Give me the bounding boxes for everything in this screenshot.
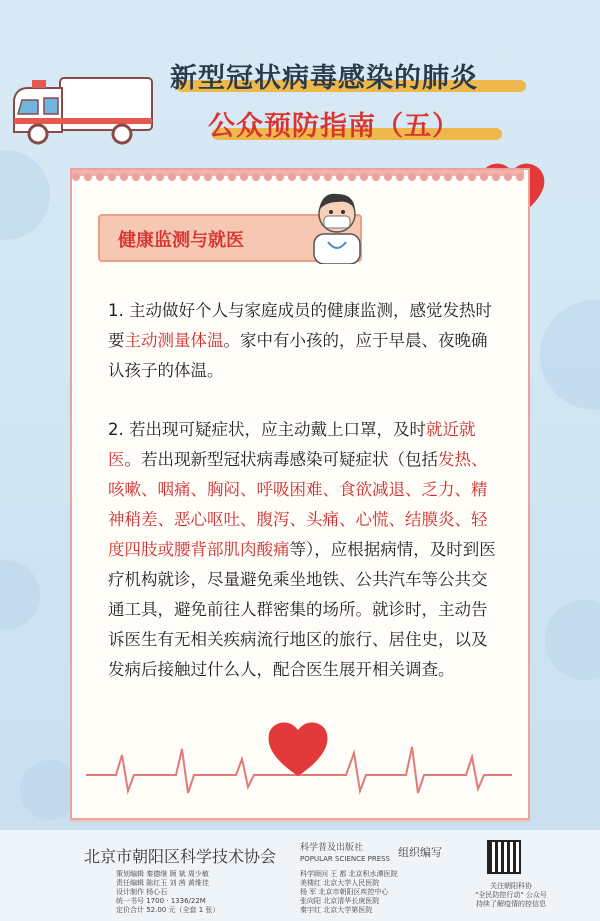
doctor-avatar-icon bbox=[302, 184, 372, 264]
highlight-measure-temperature: 主动测量体温 bbox=[124, 331, 224, 350]
qr-caption-line: 关注朝阳科协 bbox=[490, 882, 532, 890]
credits-right bbox=[300, 870, 398, 915]
paragraph-2-text-b: 。若出现新型冠状病毒感染可疑症状（包括 bbox=[124, 450, 438, 469]
credit-line: 秦宇红 北京大学第医院 bbox=[300, 906, 373, 914]
compiled-by: 组织编写 bbox=[398, 846, 442, 859]
paragraph-1-text-b: 。家中有小孩的，应于早晨、夜晚确认孩子的体温。 bbox=[108, 331, 488, 380]
credits-left bbox=[116, 870, 219, 915]
credit-line: 定价合计 52.00 元（全套 1 张） bbox=[116, 906, 220, 914]
paragraph-1-text-a: 1. 主动做好个人与家庭成员的健康监测，感觉发热时要 bbox=[108, 301, 492, 350]
credit-line: 张向阳 北京清华长庚医院 bbox=[300, 897, 380, 905]
paragraph-2 bbox=[108, 415, 500, 685]
credit-line: 统一书号 1700 · 1336/22M bbox=[116, 897, 206, 905]
credit-line: 责任编辑 陈红玉 刘 茜 黄维佳 bbox=[116, 879, 209, 887]
publisher-name-en: POPULAR SCIENCE PRESS bbox=[300, 855, 390, 863]
credit-line: 策划编辑 秦德继 顾 斌 周少敏 bbox=[116, 870, 209, 878]
section-title: 健康监测与就医 bbox=[118, 230, 244, 251]
footer bbox=[0, 830, 600, 921]
credit-line: 杨 军 北京市朝阳区疾控中心 bbox=[300, 888, 389, 896]
publisher-name: 科学普及出版社 bbox=[300, 843, 364, 853]
page-subtitle: 公众预防指南（五） bbox=[208, 111, 460, 142]
card-scallop-border bbox=[72, 170, 524, 184]
paragraph-2-text-c: 等），应根据病情，及时到医疗机构就诊，尽量避免乘坐地铁、公共汽车等公共交通工具，避免前往人群密集的场所。就诊时，主动告诉医生有无相关疾病流行地区的旅行、居住史，以及发病后接触过什么人，配合医生展开相关调查。 bbox=[108, 540, 496, 679]
paragraph-2-text-a: 2. 若出现可疑症状，应主动戴上口罩，及时 bbox=[108, 420, 426, 439]
highlight-symptoms: 发热、咳嗽、咽痛、胸闷、呼吸困难、食欲减退、乏力、精神稍差、恶心呕吐、腹泻、头痛、心慌、结膜炎、轻度四肢或腰背部肌肉酸痛 bbox=[108, 450, 488, 559]
qr-caption-line: "全民防控行动" 公众号 bbox=[475, 891, 547, 899]
paragraph-1 bbox=[108, 296, 500, 386]
organization-name: 北京市朝阳区科学技术协会 bbox=[84, 847, 277, 866]
qr-code-icon bbox=[487, 840, 521, 874]
content-card bbox=[70, 168, 530, 820]
ambulance-icon bbox=[10, 70, 160, 150]
credit-line: 科学顾问 王 都 北京积水潭医院 bbox=[300, 870, 398, 878]
highlight-seek-care: 就近就医 bbox=[108, 420, 476, 469]
qr-caption-line: 持续了解疫情的控信息 bbox=[476, 900, 546, 908]
page-title: 新型冠状病毒感染的肺炎 bbox=[170, 63, 478, 94]
credit-line: 设计制作 杨心石 bbox=[116, 888, 168, 896]
credit-line: 美楼红 北京大学人民医院 bbox=[300, 879, 380, 887]
qr-caption bbox=[466, 882, 556, 909]
heart-icon bbox=[265, 718, 331, 780]
